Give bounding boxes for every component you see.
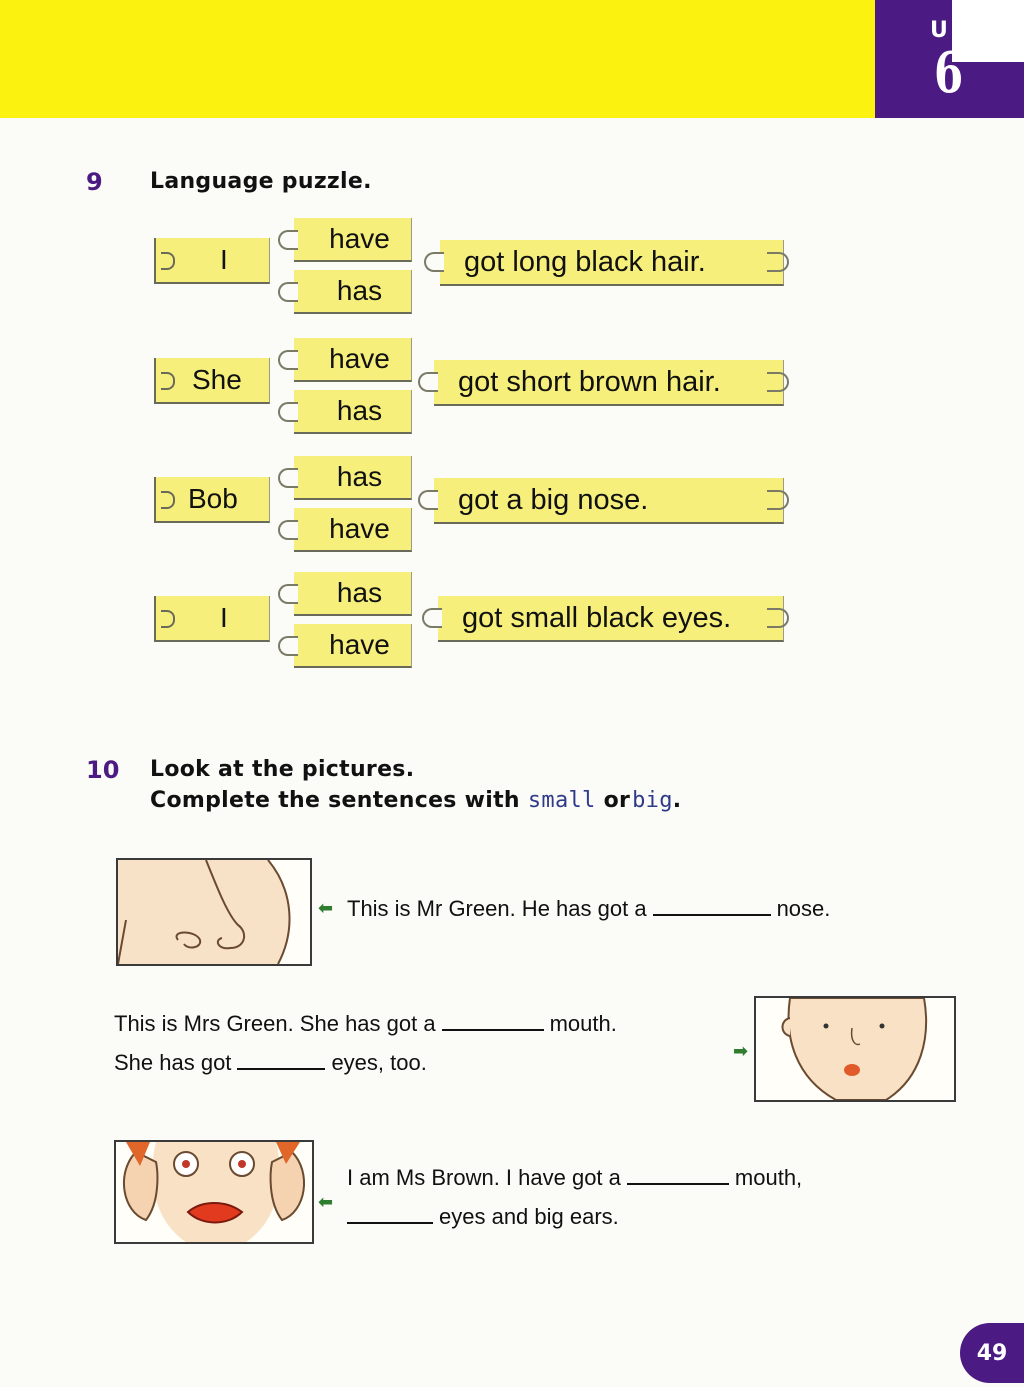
face-illustration [756, 998, 954, 1100]
verb-piece-2-top[interactable] [294, 338, 412, 382]
instruction-end: . [672, 788, 682, 813]
verb-piece-4-bottom[interactable] [294, 624, 412, 668]
unit-number: 6 [934, 40, 964, 106]
verb-label: have [329, 513, 390, 544]
puzzle-notch-icon [278, 230, 298, 250]
sentence-3b-after: eyes and big ears. [439, 1204, 619, 1229]
page-number: 49 [960, 1323, 1024, 1383]
picture-mr-green-nose [116, 858, 312, 966]
puzzle-notch-icon [278, 468, 298, 488]
sentence-2-line-1 [114, 1011, 617, 1037]
word-big: big [632, 788, 673, 813]
sentence-2b-after: eyes, too. [331, 1050, 427, 1075]
nose-illustration [118, 860, 310, 964]
ending-label: got short brown hair. [458, 365, 721, 398]
unit-label: U [930, 18, 948, 43]
sentence-1-after: nose. [776, 896, 831, 921]
puzzle-tail-icon [767, 252, 789, 272]
ending-label: got small black eyes. [462, 601, 732, 634]
answer-blank-3[interactable] [237, 1067, 325, 1070]
subject-label: I [220, 244, 228, 275]
sentence-1 [347, 896, 830, 922]
answer-blank-4[interactable] [627, 1182, 729, 1185]
puzzle-tab-icon [161, 610, 175, 628]
ending-piece-4[interactable] [438, 596, 784, 642]
subject-label: She [192, 364, 242, 395]
exercise-10-title: Look at the pictures. [150, 757, 415, 782]
sentence-2b-before: She has got [114, 1050, 232, 1075]
subject-piece-4[interactable] [154, 596, 270, 642]
puzzle-tab-icon [161, 491, 175, 509]
verb-piece-1-bottom[interactable] [294, 270, 412, 314]
ending-label: got long black hair. [464, 245, 706, 278]
ending-piece-3[interactable] [434, 478, 784, 524]
sentence-3-before: I am Ms Brown. I have got a [347, 1165, 621, 1190]
puzzle-notch-icon [278, 282, 298, 302]
word-small: small [527, 788, 596, 813]
subject-label: I [220, 602, 228, 633]
exercise-10-number: 10 [86, 756, 120, 784]
verb-label: has [336, 275, 383, 306]
exercise-9-number: 9 [86, 168, 103, 196]
verb-piece-4-top[interactable] [294, 572, 412, 616]
arrow-left-icon: ⬅ [318, 1192, 334, 1213]
puzzle-tab-icon [161, 372, 175, 390]
sentence-2-before: This is Mrs Green. She has got a [114, 1011, 436, 1036]
verb-label: have [329, 629, 390, 660]
sentence-2-after: mouth. [549, 1011, 617, 1036]
verb-piece-1-top[interactable] [294, 218, 412, 262]
ms-brown-illustration [116, 1142, 312, 1242]
verb-label: have [329, 223, 390, 254]
sentence-2-line-2 [114, 1050, 427, 1076]
puzzle-tail-icon [767, 490, 789, 510]
ending-piece-2[interactable] [434, 360, 784, 406]
sentence-3-after: mouth, [734, 1165, 803, 1190]
puzzle-notch-icon [422, 608, 442, 628]
instruction-or: or [603, 788, 631, 813]
arrow-left-icon: ⬅ [318, 898, 334, 919]
verb-label: has [336, 395, 383, 426]
sentence-3-line-2 [347, 1204, 619, 1230]
picture-mrs-green-face [754, 996, 956, 1102]
instruction-text: Complete the sentences with [150, 788, 520, 813]
header-band [0, 0, 875, 118]
verb-piece-3-top[interactable] [294, 456, 412, 500]
puzzle-tail-icon [767, 608, 789, 628]
exercise-10-instruction [150, 788, 681, 813]
verb-label: have [329, 343, 390, 374]
ending-piece-1[interactable] [440, 240, 784, 286]
subject-piece-1[interactable] [154, 238, 270, 284]
sentence-3-line-1 [347, 1165, 802, 1191]
verb-label: has [336, 577, 383, 608]
puzzle-notch-icon [278, 402, 298, 422]
puzzle-notch-icon [278, 636, 298, 656]
puzzle-tail-icon [767, 372, 789, 392]
answer-blank-5[interactable] [347, 1221, 433, 1224]
picture-ms-brown-face [114, 1140, 314, 1244]
puzzle-notch-icon [418, 490, 438, 510]
puzzle-tab-icon [161, 252, 175, 270]
puzzle-notch-icon [278, 350, 298, 370]
subject-label: Bob [188, 483, 238, 514]
ending-label: got a big nose. [458, 483, 649, 516]
subject-piece-3[interactable] [154, 477, 270, 523]
verb-piece-3-bottom[interactable] [294, 508, 412, 552]
verb-piece-2-bottom[interactable] [294, 390, 412, 434]
puzzle-notch-icon [418, 372, 438, 392]
exercise-9-title: Language puzzle. [150, 169, 372, 194]
puzzle-notch-icon [424, 252, 444, 272]
arrow-right-icon: ➡ [733, 1041, 749, 1062]
puzzle-notch-icon [278, 584, 298, 604]
puzzle-notch-icon [278, 520, 298, 540]
answer-blank-1[interactable] [653, 913, 771, 916]
answer-blank-2[interactable] [442, 1028, 544, 1031]
sentence-1-before: This is Mr Green. He has got a [347, 896, 647, 921]
subject-piece-2[interactable] [154, 358, 270, 404]
verb-label: has [336, 461, 383, 492]
